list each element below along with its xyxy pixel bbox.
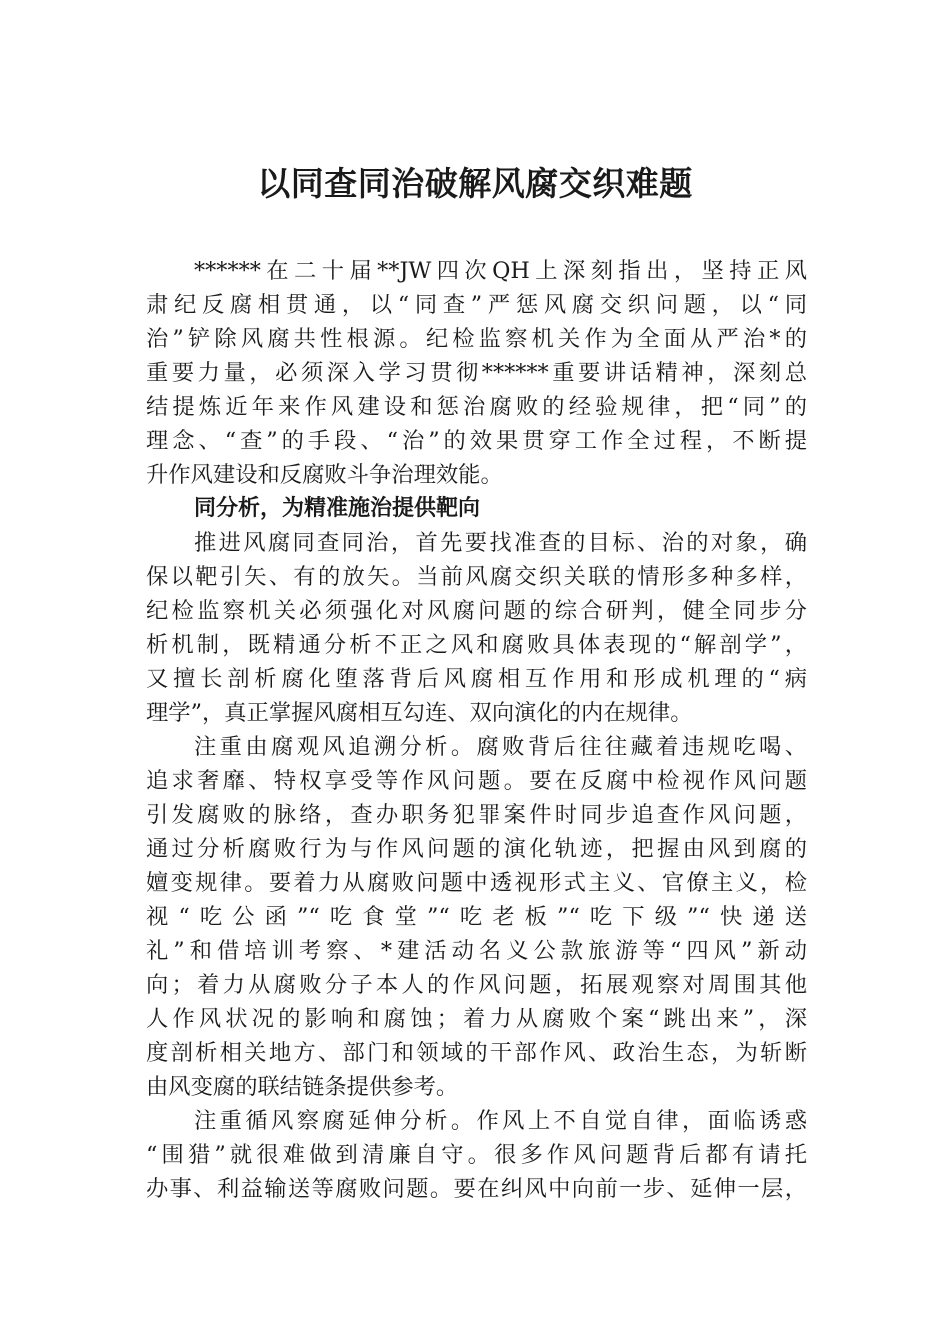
document-title: 以同查同治破解风腐交织难题: [257, 164, 693, 203]
paragraph-line: 治”铲除风腐共性根源。纪检监察机关作为全面从严治*的: [146, 326, 807, 352]
paragraph-line: 嬗变规律。要着力从腐败问题中透视形式主义、官僚主义，检: [146, 870, 807, 896]
paragraph-line: 由风变腐的联结链条提供参考。: [146, 1074, 459, 1100]
paragraph-line: 纪检监察机关必须强化对风腐问题的综合研判，健全同步分: [146, 598, 807, 624]
paragraph-line: 理学”，真正掌握风腐相互勾连、双向演化的内在规律。: [146, 700, 693, 726]
document-body: [146, 254, 807, 1206]
paragraph-line: 追求奢靡、特权享受等作风问题。要在反腐中检视作风问题: [146, 768, 807, 794]
paragraph-line: 升作风建设和反腐败斗争治理效能。: [146, 462, 503, 488]
paragraph-line: 理念、“查”的手段、“治”的效果贯穿工作全过程，不断提: [146, 428, 807, 454]
paragraph-line: 保以靶引矢、有的放矢。当前风腐交织关联的情形多种多样，: [146, 564, 807, 590]
paragraph-line: 视“吃公函”“吃食堂”“吃老板”“吃下级”“快递送: [146, 904, 807, 930]
paragraph-line: 重要力量，必须深入学习贯彻******重要讲话精神，深刻总: [146, 360, 807, 386]
paragraph-line: 结提炼近年来作风建设和惩治腐败的经验规律，把“同”的: [146, 394, 807, 420]
paragraph-line: 又擅长剖析腐化堕落背后风腐相互作用和形成机理的“病: [146, 666, 807, 692]
paragraph-line: 人作风状况的影响和腐蚀；着力从腐败个案“跳出来”，深: [146, 1006, 807, 1032]
paragraph-line: 礼”和借培训考察、*建活动名义公款旅游等“四风”新动: [146, 938, 807, 964]
paragraph-line: 向；着力从腐败分子本人的作风问题，拓展观察对周围其他: [146, 972, 807, 998]
paragraph-line: 通过分析腐败行为与作风问题的演化轨迹，把握由风到腐的: [146, 836, 807, 862]
section-heading: 同分析，为精准施治提供靶向: [194, 496, 481, 521]
paragraph-line: 析机制，既精通分析不正之风和腐败具体表现的“解剖学”，: [146, 632, 807, 658]
paragraph-line: 注重循风察腐延伸分析。作风上不自觉自律，面临诱惑: [194, 1108, 807, 1134]
paragraph-line: ******在二十届**JW四次QH上深刻指出，坚持正风: [194, 258, 807, 284]
paragraph-line: 引发腐败的脉络，查办职务犯罪案件时同步追查作风问题，: [146, 802, 807, 828]
paragraph-line: 肃纪反腐相贯通，以“同查”严惩风腐交织问题，以“同: [146, 292, 807, 318]
paragraph-line: 办事、利益输送等腐败问题。要在纠风中向前一步、延伸一层，: [146, 1176, 807, 1202]
paragraph-line: 推进风腐同查同治，首先要找准查的目标、治的对象，确: [194, 530, 807, 556]
paragraph-line: 注重由腐观风追溯分析。腐败背后往往藏着违规吃喝、: [194, 734, 807, 760]
paragraph-line: “围猎”就很难做到清廉自守。很多作风问题背后都有请托: [146, 1142, 807, 1168]
paragraph-line: 度剖析相关地方、部门和领域的干部作风、政治生态，为斩断: [146, 1040, 807, 1066]
